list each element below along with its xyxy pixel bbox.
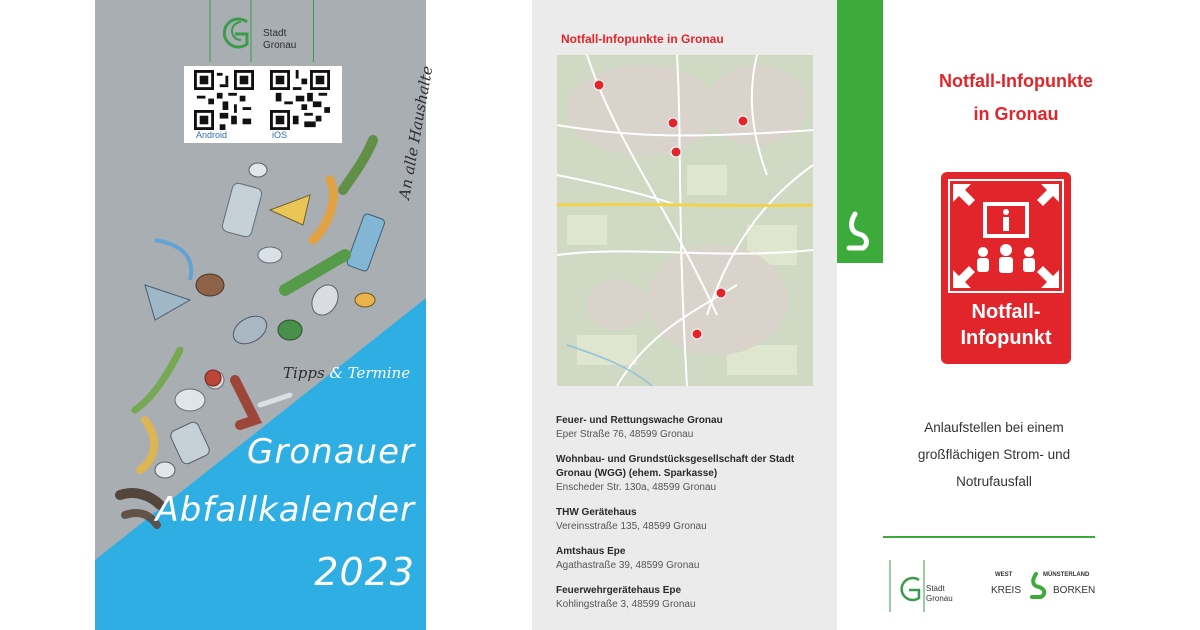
notfall-infopunkt-sign: [941, 172, 1071, 364]
borken-text: BORKEN: [1053, 585, 1096, 596]
vertical-text: An alle Haushalte: [395, 64, 437, 201]
ios-label: iOS: [272, 130, 288, 140]
map-panel: [532, 0, 837, 630]
location-name: Feuer- und Rettungswache Gronau: [556, 415, 723, 426]
stadt-gronau-footer-logo: [889, 560, 959, 612]
info-panel: [883, 0, 1149, 630]
cover-title-line2: Abfallkalender: [155, 490, 415, 530]
android-qr-code[interactable]: [194, 70, 254, 130]
green-divider: [883, 536, 1095, 538]
logo-gronau-text: Gronau: [263, 40, 297, 51]
households-vertical-text: [383, 40, 437, 210]
kreis-borken-logo: [991, 568, 1101, 604]
location-item: [556, 506, 826, 534]
location-address: Vereinsstraße 135, 48599 Gronau: [556, 521, 707, 532]
ampersand: &: [329, 364, 343, 382]
info-title-line2: in Gronau: [973, 104, 1059, 124]
location-name: Feuerwehrgerätehaus Epe: [556, 585, 682, 596]
location-list: [556, 414, 826, 623]
gronau-g-icon: [209, 0, 261, 62]
location-address: Kohlingstraße 3, 48599 Gronau: [556, 599, 696, 610]
location-item: [556, 414, 826, 442]
map-panel-heading: Notfall-Infopunkte in Gronau: [561, 32, 724, 46]
kreis-text: KREIS: [991, 585, 1022, 596]
borken-s-icon: [1029, 572, 1049, 600]
logo-stadt-text: Stadt: [263, 28, 287, 39]
cover-title-line1: Gronauer: [247, 432, 415, 472]
location-address: Enscheder Str. 130a, 48599 Gronau: [556, 482, 717, 493]
location-item: [556, 584, 826, 612]
qr-code-card: [184, 66, 342, 143]
desc-line2: großflächigen Strom- und: [917, 447, 1071, 462]
termine-word: Termine: [347, 364, 411, 382]
tipps-termine-text: [283, 364, 410, 382]
tipps-word: Tipps: [283, 364, 325, 382]
ios-qr-code[interactable]: [270, 70, 330, 130]
location-item: [556, 453, 826, 495]
kreis-borken-s-icon: [845, 212, 875, 252]
android-label: Android: [196, 130, 228, 140]
calendar-cover: [95, 0, 437, 630]
west-text: WEST: [995, 572, 1013, 578]
footer-gronau-text: Gronau: [926, 594, 953, 603]
info-description: [883, 414, 1105, 495]
stadt-gronau-logo: [209, 0, 313, 62]
sign-text-line2: Infopunkt: [960, 327, 1052, 349]
location-name: THW Gerätehaus: [556, 507, 637, 518]
location-name: Wohnbau- und Grundstücksgesellschaft der Stadt Gronau (WGG) (ehem. Sparkasse): [556, 454, 795, 479]
location-address: Agathastraße 39, 48599 Gronau: [556, 560, 700, 571]
location-name: Amtshaus Epe: [556, 546, 626, 557]
gronau-g-icon: [889, 560, 925, 612]
gronau-map[interactable]: [557, 55, 813, 386]
location-address: Eper Straße 76, 48599 Gronau: [556, 429, 694, 440]
footer-stadt-text: Stadt: [926, 584, 945, 593]
muensterland-text: MÜNSTERLAND: [1043, 572, 1090, 578]
location-item: [556, 545, 826, 573]
cover-title-year: 2023: [314, 550, 415, 594]
desc-line3: Notrufausfall: [956, 474, 1032, 489]
info-title-line1: Notfall-Infopunkte: [939, 71, 1093, 91]
desc-line1: Anlaufstellen bei einem: [924, 420, 1064, 435]
sign-text-line1: Notfall-: [971, 301, 1041, 323]
